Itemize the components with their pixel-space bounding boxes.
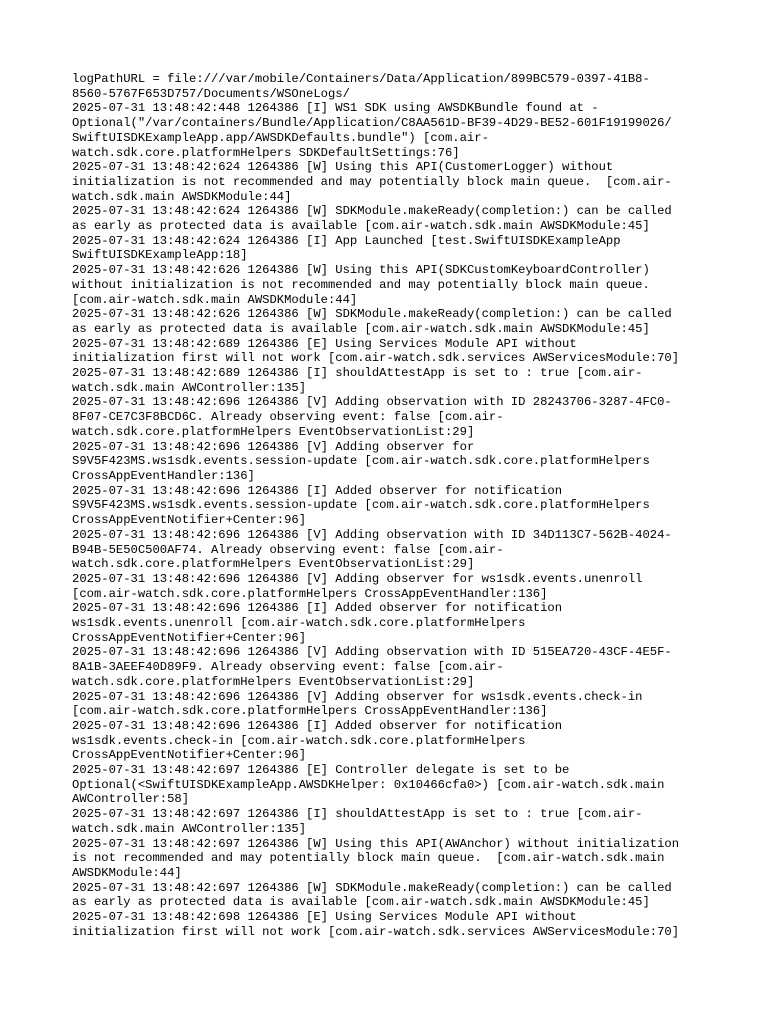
log-line: initialization first will not work [com.air-watch.sdk.services AWServicesModule:70] (72, 924, 680, 939)
log-line: 8F07-CE7C3F8BCD6C. Already observing event: false [com.air- (72, 410, 504, 425)
log-line: 8560-5767F653D757/Documents/WSOneLogs/ (72, 86, 350, 101)
log-text-view[interactable] (72, 72, 702, 939)
log-line: [com.air-watch.sdk.main AWSDKModule:44] (72, 292, 358, 307)
log-line: S9V5F423MS.ws1sdk.events.session-update [com.air-watch.sdk.core.platformHelpers (72, 498, 650, 513)
log-line: is not recommended and may potentially block main queue. [com.air-watch.sdk.main (72, 851, 665, 866)
log-line: without initialization is not recommended and may potentially block main queue. (72, 277, 650, 292)
log-line: CrossAppEventNotifier+Center:96] (72, 630, 307, 645)
log-line: Optional(<SwiftUISDKExampleApp.AWSDKHelper: 0x10466cfa0>) [com.air-watch.sdk.main (72, 777, 665, 792)
log-line: 2025-07-31 13:48:42:697 1264386 [W] Using this API(AWAnchor) without initialization (72, 836, 680, 851)
log-line: CrossAppEventNotifier+Center:96] (72, 513, 307, 528)
log-line: 2025-07-31 13:48:42:697 1264386 [W] SDKModule.makeReady(completion:) can be called (72, 880, 672, 895)
log-line: 2025-07-31 13:48:42:697 1264386 [E] Controller delegate is set to be (72, 763, 570, 778)
log-line: initialization first will not work [com.air-watch.sdk.services AWServicesModule:70] (72, 351, 680, 366)
log-line: 2025-07-31 13:48:42:696 1264386 [I] Added observer for notification (72, 718, 563, 733)
log-line: 2025-07-31 13:48:42:698 1264386 [E] Using Services Module API without (72, 910, 577, 925)
log-line: ws1sdk.events.unenroll [com.air-watch.sdk.core.platformHelpers (72, 616, 526, 631)
log-line: watch.sdk.main AWController:135] (72, 380, 307, 395)
log-line: as early as protected data is available [com.air-watch.sdk.main AWSDKModule:45] (72, 895, 650, 910)
log-line: ws1sdk.events.check-in [com.air-watch.sdk.core.platformHelpers (72, 733, 526, 748)
log-line: AWSDKModule:44] (72, 865, 182, 880)
log-line: watch.sdk.main AWSDKModule:44] (72, 189, 292, 204)
log-line: as early as protected data is available [com.air-watch.sdk.main AWSDKModule:45] (72, 321, 650, 336)
log-line: 2025-07-31 13:48:42:697 1264386 [I] shouldAttestApp is set to : true [com.air- (72, 807, 643, 822)
log-line: 8A1B-3AEEF40D89F9. Already observing event: false [com.air- (72, 660, 504, 675)
log-line: CrossAppEventNotifier+Center:96] (72, 748, 307, 763)
log-line: 2025-07-31 13:48:42:448 1264386 [I] WS1 SDK using AWSDKBundle found at - (72, 101, 599, 116)
log-line: watch.sdk.main AWController:135] (72, 821, 307, 836)
log-line: AWController:58] (72, 792, 190, 807)
log-line: 2025-07-31 13:48:42:696 1264386 [V] Adding observer for (72, 439, 475, 454)
log-line: watch.sdk.core.platformHelpers EventObservationList:29] (72, 424, 475, 439)
log-line: 2025-07-31 13:48:42:696 1264386 [I] Added observer for notification (72, 483, 563, 498)
log-line: 2025-07-31 13:48:42:696 1264386 [V] Adding observation with ID 28243706-3287-4FC0- (72, 395, 672, 410)
log-line: 2025-07-31 13:48:42:689 1264386 [E] Using Services Module API without (72, 336, 577, 351)
log-line: 2025-07-31 13:48:42:624 1264386 [W] Using this API(CustomerLogger) without (72, 160, 614, 175)
log-line: 2025-07-31 13:48:42:696 1264386 [V] Adding observation with ID 34D113C7-562B-4024- (72, 527, 672, 542)
log-line: logPathURL = file:///var/mobile/Containers/Data/Application/899BC579-0397-41B8- (72, 72, 650, 86)
log-line: S9V5F423MS.ws1sdk.events.session-update [com.air-watch.sdk.core.platformHelpers (72, 454, 650, 469)
log-line: [com.air-watch.sdk.core.platformHelpers CrossAppEventHandler:136] (72, 586, 548, 601)
log-line: 2025-07-31 13:48:42:626 1264386 [W] Using this API(SDKCustomKeyboardController) (72, 263, 650, 278)
log-line: SwiftUISDKExampleApp.app/AWSDKDefaults.bundle") [com.air- (72, 130, 489, 145)
log-line: Optional("/var/containers/Bundle/Application/C8AA561D-BF39-4D29-BE52-601F19199026/ (72, 116, 672, 131)
log-line: initialization is not recommended and may potentially block main queue. [com.air- (72, 174, 672, 189)
log-line: 2025-07-31 13:48:42:626 1264386 [W] SDKModule.makeReady(completion:) can be called (72, 307, 672, 322)
log-line: 2025-07-31 13:48:42:696 1264386 [V] Adding observer for ws1sdk.events.check-in (72, 689, 643, 704)
log-line: B94B-5E50C500AF74. Already observing event: false [com.air- (72, 542, 504, 557)
log-line: as early as protected data is available [com.air-watch.sdk.main AWSDKModule:45] (72, 219, 650, 234)
log-line: [com.air-watch.sdk.core.platformHelpers CrossAppEventHandler:136] (72, 704, 548, 719)
log-line: watch.sdk.core.platformHelpers EventObservationList:29] (72, 674, 475, 689)
log-line: 2025-07-31 13:48:42:696 1264386 [I] Added observer for notification (72, 601, 563, 616)
log-line: 2025-07-31 13:48:42:624 1264386 [I] App Launched [test.SwiftUISDKExampleApp (72, 233, 621, 248)
log-line: watch.sdk.core.platformHelpers EventObservationList:29] (72, 557, 475, 572)
log-line: 2025-07-31 13:48:42:624 1264386 [W] SDKModule.makeReady(completion:) can be called (72, 204, 672, 219)
log-line: 2025-07-31 13:48:42:696 1264386 [V] Adding observation with ID 515EA720-43CF-4E5F- (72, 645, 672, 660)
log-line: 2025-07-31 13:48:42:689 1264386 [I] shouldAttestApp is set to : true [com.air- (72, 366, 643, 381)
log-line: watch.sdk.core.platformHelpers SDKDefaultSettings:76] (72, 145, 460, 160)
log-line: CrossAppEventHandler:136] (72, 468, 255, 483)
log-line: 2025-07-31 13:48:42:696 1264386 [V] Adding observer for ws1sdk.events.unenroll (72, 571, 643, 586)
log-line: SwiftUISDKExampleApp:18] (72, 248, 248, 263)
